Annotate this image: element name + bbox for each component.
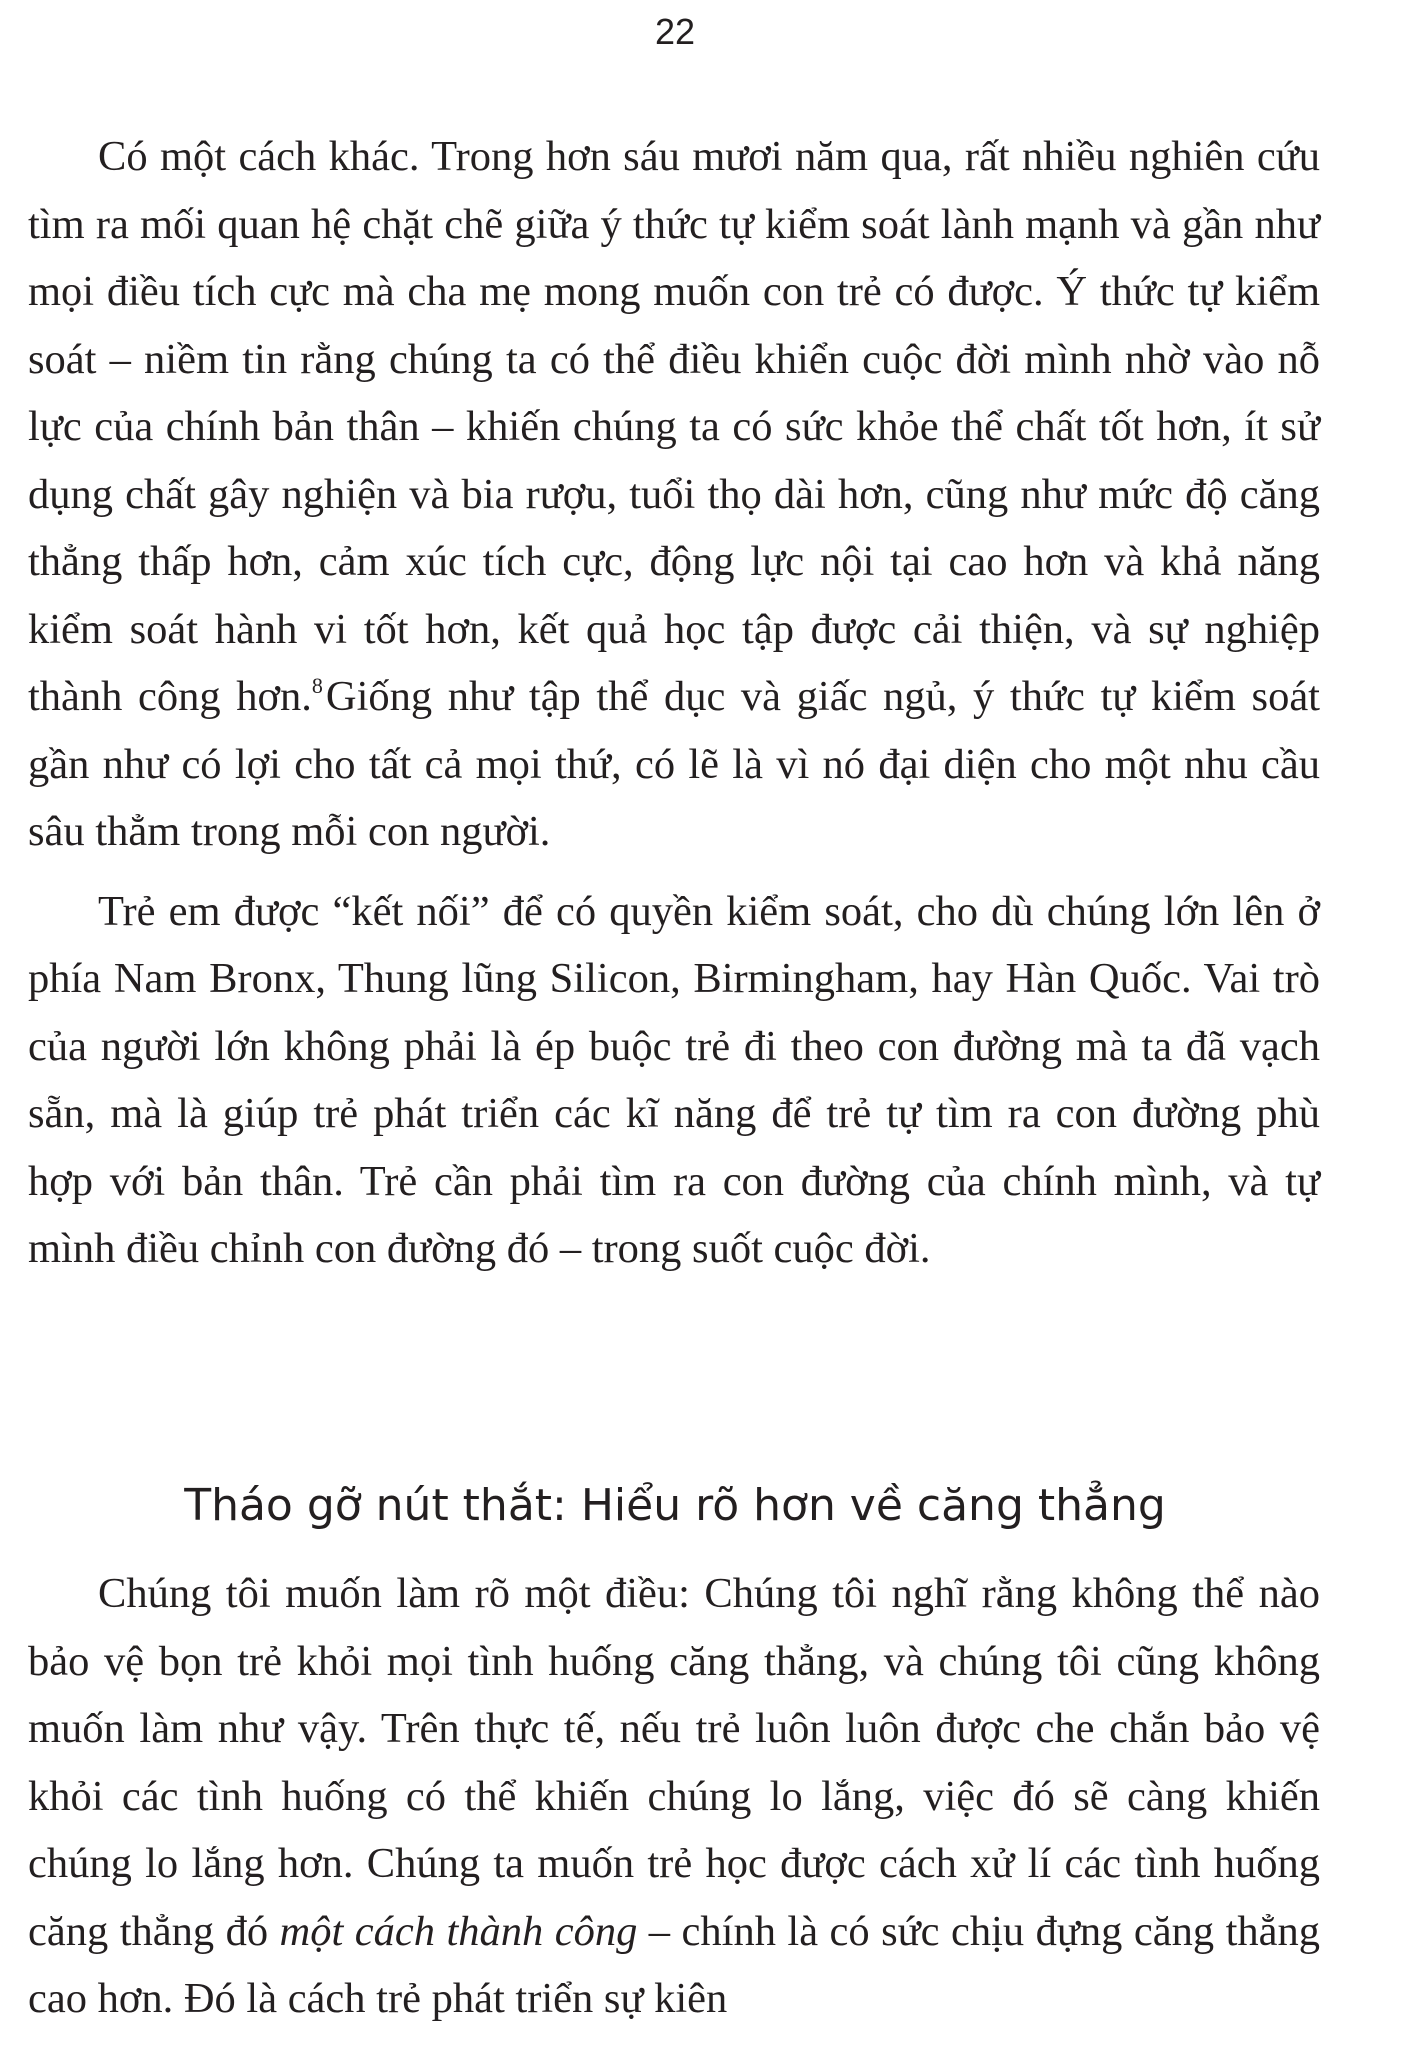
section-title: Tháo gỡ nút thắt: Hiểu rõ hơn về căng thẳng [184,1480,1166,1531]
paragraph-2: Trẻ em được “kết nối” để có quyền kiểm soát, cho dù chúng lớn lên ở phía Nam Bronx, Thung lũng Silicon, Birmingham, hay Hàn Quốc. Vai trò của người lớn không phải là ép buộc trẻ đi theo con đường mà ta đã vạch sẵn, mà là giúp trẻ phát triển các kĩ năng để trẻ tự tìm ra con đường phù hợp với bản thân. Trẻ cần phải tìm ra con đường của chính mình, và tự mình điều chỉnh con đường đó – trong suốt cuộc đời. [28,887,1320,1272]
footnote-marker: 8 [311,673,323,698]
paragraph-3-emphasis: một cách thành công [279,1907,638,1955]
page-number: 22 [654,11,696,52]
paragraph-3 [28,1560,1320,2033]
paragraph-3-text-before: Chúng tôi muốn làm rõ một điều: Chúng tôi nghĩ rằng không thể nào bảo vệ bọn trẻ khỏi mọi tình huống căng thẳng, và chúng tôi cũng không muốn làm như vậy. Trên thực tế, nếu trẻ luôn luôn được che chắn bảo vệ khỏi các tình huống có thể khiến chúng lo lắng, việc đó sẽ càng khiến chúng lo lắng hơn. Chúng ta muốn trẻ học được cách xử lí các tình huống căng thẳng đó [28,1570,1320,1955]
paragraph-3-text-after: – chính là có sức chịu đựng căng thẳng cao hơn. Đó là cách trẻ phát triển sự kiên [28,1907,1321,2022]
body-text-bottom [28,1560,1320,2033]
paragraph-1-text: Có một cách khác. Trong hơn sáu mươi năm qua, rất nhiều nghiên cứu tìm ra mối quan hệ chặt chẽ giữa ý thức tự kiểm soát lành mạnh và gần như mọi điều tích cực mà cha mẹ mong muốn con trẻ có được. Ý thức tự kiểm soát – niềm tin rằng chúng ta có thể điều khiển cuộc đời mình nhờ vào nỗ lực của chính bản thân – khiến chúng ta có sức khỏe thể chất tốt hơn, ít sử dụng chất gây nghiện và bia rượu, tuổi thọ dài hơn, cũng như mức độ căng thẳng thấp hơn, cảm xúc tích cực, động lực nội tại cao hơn và khả năng kiểm soát hành vi tốt hơn, kết quả học tập được cải thiện, và sự nghiệp thành công hơn. [28,133,1320,720]
body-text-top [28,123,1320,1283]
paragraph-1 [28,123,1320,866]
paragraph-1-text-after: Giống như tập thể dục và giấc ngủ, ý thức tự kiểm soát gần như có lợi cho tất cả mọi thứ, có lẽ là vì nó đại diện cho một nhu cầu sâu thẳm trong mỗi con người. [28,673,1320,855]
